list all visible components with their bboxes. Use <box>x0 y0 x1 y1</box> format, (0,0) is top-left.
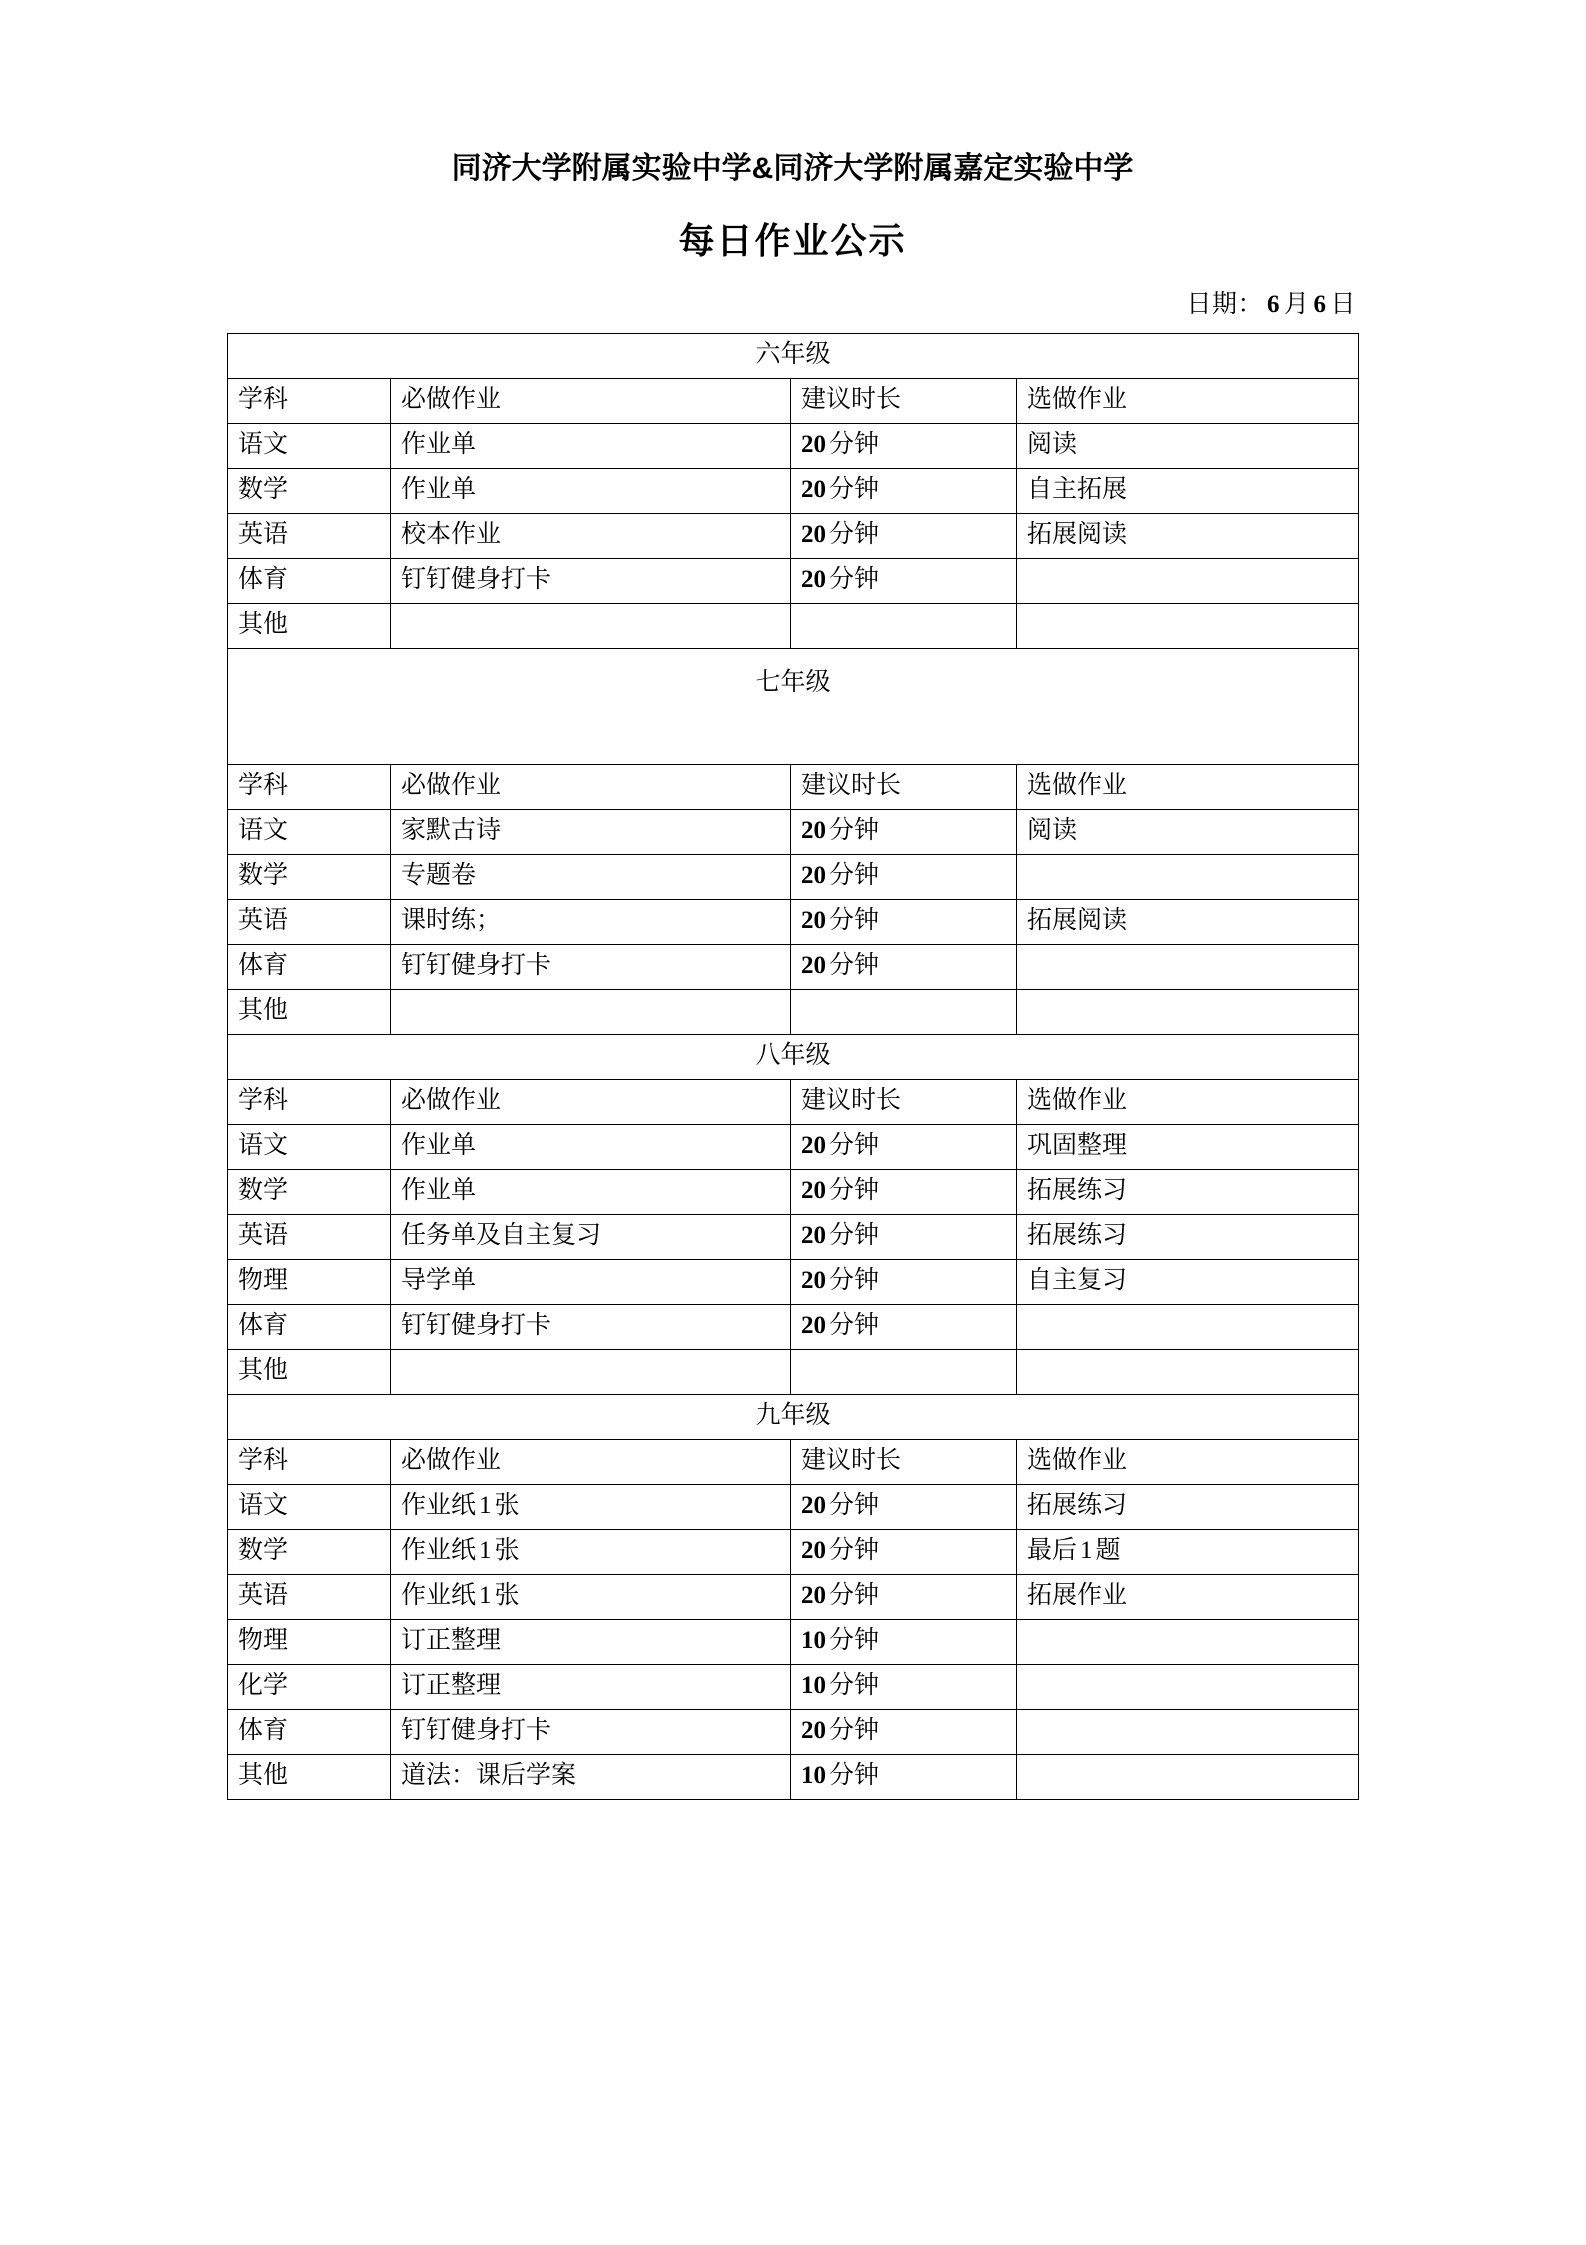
grade-banner-row <box>228 334 1359 379</box>
duration-unit: 分钟 <box>829 476 880 504</box>
column-header-label: 必做作业 <box>401 386 502 414</box>
cell-required <box>391 1485 791 1530</box>
table-row <box>228 945 1359 990</box>
cell-required <box>391 1530 791 1575</box>
column-header-label: 学科 <box>238 772 289 800</box>
optional-text-post: 题 <box>1095 1537 1121 1565</box>
cell-required <box>391 990 791 1035</box>
cell-optional <box>1017 900 1359 945</box>
cell-duration <box>791 604 1017 649</box>
homework-table <box>227 333 1359 1800</box>
duration-unit: 分钟 <box>829 1762 880 1790</box>
column-header-label: 学科 <box>238 1447 289 1475</box>
required-text: 家默古诗 <box>401 817 502 845</box>
cell-duration <box>791 1260 1017 1305</box>
cell-duration <box>791 424 1017 469</box>
duration-number: 20 <box>801 862 826 890</box>
duration-unit: 分钟 <box>829 1312 880 1340</box>
column-header-1 <box>228 1080 391 1125</box>
subject-label: 体育 <box>238 952 289 980</box>
cell-optional <box>1017 514 1359 559</box>
cell-subject <box>228 810 391 855</box>
cell-duration <box>791 514 1017 559</box>
subject-label: 体育 <box>238 1312 289 1340</box>
cell-duration <box>791 1575 1017 1620</box>
cell-required <box>391 1755 791 1800</box>
duration-unit: 分钟 <box>829 1222 880 1250</box>
grade-banner-3 <box>228 1035 1359 1080</box>
subject-label: 其他 <box>238 1357 289 1385</box>
cell-required <box>391 1710 791 1755</box>
cell-subject <box>228 1665 391 1710</box>
table-row <box>228 469 1359 514</box>
cell-optional <box>1017 945 1359 990</box>
column-header-label: 学科 <box>238 1087 289 1115</box>
cell-optional <box>1017 1170 1359 1215</box>
cell-required <box>391 810 791 855</box>
duration-unit: 分钟 <box>829 1717 880 1745</box>
cell-required <box>391 1125 791 1170</box>
cell-subject <box>228 1215 391 1260</box>
cell-required <box>391 1575 791 1620</box>
required-number: 1 <box>479 1492 492 1520</box>
cell-optional <box>1017 1620 1359 1665</box>
optional-text: 拓展练习 <box>1027 1492 1128 1520</box>
cell-subject <box>228 945 391 990</box>
table-row <box>228 990 1359 1035</box>
cell-subject <box>228 424 391 469</box>
optional-text: 自主拓展 <box>1027 476 1128 504</box>
required-number: 1 <box>479 1537 492 1565</box>
duration-number: 20 <box>801 431 826 459</box>
cell-subject <box>228 1575 391 1620</box>
cell-optional <box>1017 1350 1359 1395</box>
required-text: 订正整理 <box>401 1672 502 1700</box>
cell-optional <box>1017 1125 1359 1170</box>
cell-optional <box>1017 1485 1359 1530</box>
duration-unit: 分钟 <box>829 1177 880 1205</box>
duration-unit: 分钟 <box>829 1492 880 1520</box>
cell-required <box>391 469 791 514</box>
cell-required <box>391 945 791 990</box>
subject-label: 化学 <box>238 1672 289 1700</box>
cell-subject <box>228 1485 391 1530</box>
required-number: 1 <box>479 1582 492 1610</box>
subject-label: 物理 <box>238 1267 289 1295</box>
date-month-value: 6 <box>1266 290 1280 318</box>
table-row <box>228 559 1359 604</box>
grade-label: 九年级 <box>755 1402 831 1430</box>
optional-text: 拓展练习 <box>1027 1222 1128 1250</box>
duration-number: 20 <box>801 952 826 980</box>
cell-subject <box>228 1530 391 1575</box>
cell-duration <box>791 1710 1017 1755</box>
column-header-label: 选做作业 <box>1027 386 1128 414</box>
subject-label: 英语 <box>238 1222 289 1250</box>
cell-required <box>391 559 791 604</box>
duration-unit: 分钟 <box>829 817 880 845</box>
table-row <box>228 1710 1359 1755</box>
duration-unit: 分钟 <box>829 1132 880 1160</box>
subject-label: 数学 <box>238 1537 289 1565</box>
grade-banner-row <box>228 649 1359 765</box>
cell-required <box>391 1170 791 1215</box>
column-header-label: 选做作业 <box>1027 1087 1128 1115</box>
subject-label: 体育 <box>238 566 289 594</box>
cell-duration <box>791 1665 1017 1710</box>
column-header-row <box>228 1440 1359 1485</box>
required-text: 专题卷 <box>401 862 477 890</box>
column-header-label: 选做作业 <box>1027 772 1128 800</box>
date-label: 日期： <box>1186 290 1263 318</box>
required-text: 作业单 <box>401 1177 477 1205</box>
subject-label: 语文 <box>238 1492 289 1520</box>
table-row <box>228 1170 1359 1215</box>
duration-number: 20 <box>801 1717 826 1745</box>
table-row <box>228 1305 1359 1350</box>
required-text: 校本作业 <box>401 521 502 549</box>
subject-label: 数学 <box>238 862 289 890</box>
table-row <box>228 424 1359 469</box>
cell-duration <box>791 1530 1017 1575</box>
duration-number: 20 <box>801 1177 826 1205</box>
required-text: 订正整理 <box>401 1627 502 1655</box>
grade-label: 七年级 <box>755 669 831 696</box>
required-text-post: 张 <box>494 1492 520 1520</box>
required-text-pre: 作业纸 <box>401 1492 477 1520</box>
cell-required <box>391 424 791 469</box>
cell-optional <box>1017 1710 1359 1755</box>
duration-number: 20 <box>801 1537 826 1565</box>
cell-duration <box>791 1215 1017 1260</box>
duration-number: 20 <box>801 1222 826 1250</box>
column-header-row <box>228 379 1359 424</box>
subject-label: 英语 <box>238 907 289 935</box>
cell-optional <box>1017 810 1359 855</box>
table-row <box>228 1530 1359 1575</box>
required-text-post: 张 <box>494 1537 520 1565</box>
duration-unit: 分钟 <box>829 907 880 935</box>
column-header-3 <box>791 1080 1017 1125</box>
cell-duration <box>791 469 1017 514</box>
required-text-post: 张 <box>494 1582 520 1610</box>
duration-number: 20 <box>801 1132 826 1160</box>
column-header-2 <box>391 765 791 810</box>
cell-subject <box>228 900 391 945</box>
cell-required <box>391 1620 791 1665</box>
grade-banner-4 <box>228 1395 1359 1440</box>
table-row <box>228 1665 1359 1710</box>
grade-banner-row <box>228 1395 1359 1440</box>
table-row <box>228 1620 1359 1665</box>
column-header-4 <box>1017 765 1359 810</box>
column-header-label: 必做作业 <box>401 1087 502 1115</box>
cell-duration <box>791 1620 1017 1665</box>
column-header-2 <box>391 379 791 424</box>
cell-subject <box>228 990 391 1035</box>
duration-number: 20 <box>801 1267 826 1295</box>
cell-subject <box>228 514 391 559</box>
cell-subject <box>228 1125 391 1170</box>
column-header-label: 必做作业 <box>401 1447 502 1475</box>
cell-subject <box>228 469 391 514</box>
duration-unit: 分钟 <box>829 952 880 980</box>
required-text: 作业单 <box>401 1132 477 1160</box>
optional-text: 阅读 <box>1027 431 1078 459</box>
cell-optional <box>1017 855 1359 900</box>
cell-subject <box>228 1305 391 1350</box>
column-header-3 <box>791 1440 1017 1485</box>
column-header-label: 建议时长 <box>801 1447 902 1475</box>
optional-text: 拓展作业 <box>1027 1582 1128 1610</box>
optional-text: 拓展阅读 <box>1027 907 1128 935</box>
duration-unit: 分钟 <box>829 566 880 594</box>
table-row <box>228 1125 1359 1170</box>
subject-label: 语文 <box>238 817 289 845</box>
cell-optional <box>1017 990 1359 1035</box>
duration-unit: 分钟 <box>829 862 880 890</box>
column-header-label: 选做作业 <box>1027 1447 1128 1475</box>
date-day-unit: 日 <box>1330 290 1356 318</box>
table-row <box>228 1755 1359 1800</box>
subject-label: 语文 <box>238 431 289 459</box>
cell-optional <box>1017 424 1359 469</box>
grade-banner-row <box>228 1035 1359 1080</box>
table-row <box>228 1485 1359 1530</box>
duration-number: 10 <box>801 1627 826 1655</box>
cell-required <box>391 1350 791 1395</box>
duration-number: 10 <box>801 1672 826 1700</box>
cell-required <box>391 900 791 945</box>
subject-label: 其他 <box>238 997 289 1025</box>
column-header-2 <box>391 1440 791 1485</box>
column-header-3 <box>791 765 1017 810</box>
date-day-value: 6 <box>1313 290 1327 318</box>
subject-label: 数学 <box>238 1177 289 1205</box>
table-row <box>228 604 1359 649</box>
cell-required <box>391 1215 791 1260</box>
required-text: 课时练； <box>401 907 502 935</box>
cell-optional <box>1017 1755 1359 1800</box>
optional-text: 自主复习 <box>1027 1267 1128 1295</box>
duration-number: 20 <box>801 566 826 594</box>
grade-banner-2 <box>228 649 1359 765</box>
cell-subject <box>228 604 391 649</box>
cell-required <box>391 1260 791 1305</box>
cell-optional <box>1017 469 1359 514</box>
required-text-pre: 作业纸 <box>401 1582 477 1610</box>
optional-text: 巩固整理 <box>1027 1132 1128 1160</box>
optional-text: 阅读 <box>1027 817 1078 845</box>
column-header-label: 建议时长 <box>801 386 902 414</box>
column-header-4 <box>1017 1440 1359 1485</box>
cell-optional <box>1017 604 1359 649</box>
required-text: 导学单 <box>401 1267 477 1295</box>
cell-subject <box>228 1350 391 1395</box>
cell-subject <box>228 1755 391 1800</box>
optional-text: 拓展阅读 <box>1027 521 1128 549</box>
duration-number: 20 <box>801 521 826 549</box>
cell-subject <box>228 1620 391 1665</box>
date-line <box>227 263 1358 334</box>
document-body <box>227 0 1358 1800</box>
duration-number: 20 <box>801 817 826 845</box>
page-title: 同济大学附属实验中学&同济大学附属嘉定实验中学 <box>451 152 1134 185</box>
cell-subject <box>228 855 391 900</box>
duration-number: 20 <box>801 476 826 504</box>
page-subtitle: 每日作业公示 <box>678 219 907 261</box>
duration-number: 20 <box>801 1492 826 1520</box>
cell-duration <box>791 990 1017 1035</box>
table-row <box>228 1260 1359 1305</box>
column-header-1 <box>228 765 391 810</box>
cell-optional <box>1017 1305 1359 1350</box>
column-header-4 <box>1017 379 1359 424</box>
duration-unit: 分钟 <box>829 1627 880 1655</box>
column-header-label: 学科 <box>238 386 289 414</box>
cell-optional <box>1017 1665 1359 1710</box>
duration-number: 10 <box>801 1762 826 1790</box>
cell-duration <box>791 900 1017 945</box>
cell-duration <box>791 1485 1017 1530</box>
column-header-row <box>228 1080 1359 1125</box>
cell-required <box>391 1665 791 1710</box>
column-header-label: 建议时长 <box>801 1087 902 1115</box>
duration-unit: 分钟 <box>829 1672 880 1700</box>
cell-optional <box>1017 1575 1359 1620</box>
cell-optional <box>1017 1260 1359 1305</box>
cell-duration <box>791 810 1017 855</box>
optional-number: 1 <box>1080 1537 1093 1565</box>
subject-label: 英语 <box>238 521 289 549</box>
cell-duration <box>791 945 1017 990</box>
cell-duration <box>791 1125 1017 1170</box>
cell-required <box>391 514 791 559</box>
duration-unit: 分钟 <box>829 1537 880 1565</box>
cell-subject <box>228 1170 391 1215</box>
subject-label: 体育 <box>238 1717 289 1745</box>
subject-label: 数学 <box>238 476 289 504</box>
cell-required <box>391 604 791 649</box>
cell-duration <box>791 1755 1017 1800</box>
required-text: 钉钉健身打卡 <box>401 1312 552 1340</box>
cell-duration <box>791 1305 1017 1350</box>
required-text: 任务单及自主复习 <box>401 1222 602 1250</box>
cell-duration <box>791 1350 1017 1395</box>
cell-required <box>391 855 791 900</box>
cell-subject <box>228 559 391 604</box>
table-row <box>228 1575 1359 1620</box>
cell-optional <box>1017 559 1359 604</box>
subject-label: 其他 <box>238 1762 289 1790</box>
duration-unit: 分钟 <box>829 431 880 459</box>
duration-unit: 分钟 <box>829 1267 880 1295</box>
cell-subject <box>228 1260 391 1305</box>
column-header-label: 必做作业 <box>401 772 502 800</box>
cell-optional <box>1017 1215 1359 1260</box>
cell-duration <box>791 855 1017 900</box>
subject-label: 英语 <box>238 1582 289 1610</box>
grade-label: 六年级 <box>755 341 831 369</box>
cell-subject <box>228 1710 391 1755</box>
subject-label: 其他 <box>238 611 289 639</box>
grade-label: 八年级 <box>755 1042 831 1070</box>
table-row <box>228 1350 1359 1395</box>
cell-duration <box>791 559 1017 604</box>
grade-banner-1 <box>228 334 1359 379</box>
required-text: 钉钉健身打卡 <box>401 1717 552 1745</box>
date-month-unit: 月 <box>1283 290 1310 318</box>
table-row <box>228 900 1359 945</box>
duration-unit: 分钟 <box>829 521 880 549</box>
optional-text-pre: 最后 <box>1027 1537 1078 1565</box>
required-text: 作业单 <box>401 431 477 459</box>
cell-optional <box>1017 1530 1359 1575</box>
duration-unit: 分钟 <box>829 1582 880 1610</box>
subject-label: 物理 <box>238 1627 289 1655</box>
column-header-label: 建议时长 <box>801 772 902 800</box>
required-text: 钉钉健身打卡 <box>401 952 552 980</box>
duration-number: 20 <box>801 1582 826 1610</box>
subject-label: 语文 <box>238 1132 289 1160</box>
table-row <box>228 514 1359 559</box>
required-text-pre: 作业纸 <box>401 1537 477 1565</box>
duration-number: 20 <box>801 1312 826 1340</box>
column-header-2 <box>391 1080 791 1125</box>
column-header-row <box>228 765 1359 810</box>
required-text: 作业单 <box>401 476 477 504</box>
optional-text: 拓展练习 <box>1027 1177 1128 1205</box>
column-header-3 <box>791 379 1017 424</box>
required-text: 道法：课后学案 <box>401 1762 577 1790</box>
column-header-4 <box>1017 1080 1359 1125</box>
table-row <box>228 1215 1359 1260</box>
table-row <box>228 855 1359 900</box>
cell-required <box>391 1305 791 1350</box>
column-header-1 <box>228 379 391 424</box>
duration-number: 20 <box>801 907 826 935</box>
column-header-1 <box>228 1440 391 1485</box>
cell-duration <box>791 1170 1017 1215</box>
table-row <box>228 810 1359 855</box>
required-text: 钉钉健身打卡 <box>401 566 552 594</box>
